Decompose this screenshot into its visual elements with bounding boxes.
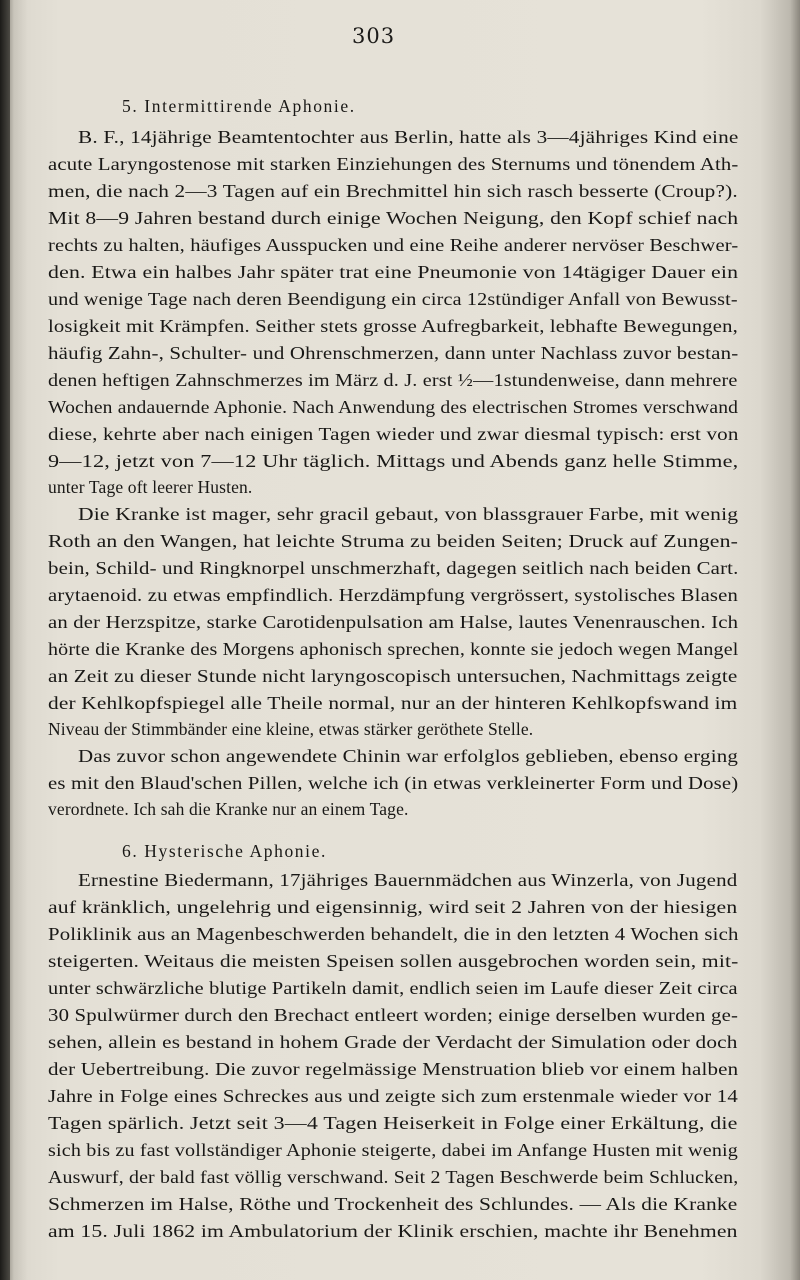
text-line: Schmerzen im Halse, Röthe und Trockenheit des Schlundes. — Als die Kranke: [48, 1194, 738, 1214]
text-line: unter schwärzliche blutige Partikeln damit, endlich seien im Laufe dieser Zeit circa: [48, 978, 738, 998]
text-line: acute Laryngostenose mit starken Einziehungen des Sternums und tönendem Ath-: [48, 154, 739, 174]
text-line: am 15. Juli 1862 im Ambulatorium der Klinik erschien, machte ihr Benehmen: [48, 1221, 738, 1241]
text-line: Ernestine Biedermann, 17jähriges Bauernmädchen aus Winzerla, von Jugend: [78, 870, 738, 890]
text-line: der Kehlkopfspiegel alle Theile normal, nur an der hinteren Kehlkopfswand im: [48, 693, 738, 713]
text-line: diese, kehrte aber nach einigen Tagen wieder und zwar diesmal typisch: erst von: [48, 424, 739, 444]
text-line: Poliklinik aus an Magenbeschwerden behandelt, die in den letzten 4 Wochen sich: [48, 924, 739, 944]
text-line: losigkeit mit Krämpfen. Seither stets grosse Aufregbarkeit, lebhafte Bewegungen,: [48, 316, 738, 336]
text-line: 30 Spulwürmer durch den Brechact entleert worden; einige derselben wurden ge-: [48, 1005, 739, 1025]
text-line: B. F., 14jährige Beamtentochter aus Berlin, hatte als 3—4jähriges Kind eine: [78, 127, 739, 147]
text-line: an der Herzspitze, starke Carotidenpulsation am Halse, lautes Venenrauschen. Ich: [48, 612, 739, 632]
text-line: Die Kranke ist mager, sehr gracil gebaut, von blassgrauer Farbe, mit wenig: [78, 504, 739, 524]
text-line: an Zeit zu dieser Stunde nicht laryngoscopisch untersuchen, Nachmittags zeigte: [48, 666, 738, 686]
text-line: Wochen andauernde Aphonie. Nach Anwendung des electrischen Stromes verschwand: [48, 397, 739, 417]
text-line: und wenige Tage nach deren Beendigung ein circa 12stündiger Anfall von Bewusst-: [48, 289, 738, 309]
text-line: sehen, allein es bestand in hohem Grade der Verdacht der Simulation oder doch: [48, 1032, 738, 1052]
section-heading: 6. Hysterische Aphonie.: [122, 841, 327, 861]
text-line: unter Tage oft leerer Husten.: [48, 477, 253, 497]
text-line: verordnete. Ich sah die Kranke nur an einem Tage.: [48, 799, 409, 819]
text-line: hörte die Kranke des Morgens aphonisch sprechen, konnte sie jedoch wegen Mangel: [48, 639, 739, 659]
text-line: Jahre in Folge eines Schreckes aus und zeigte sich zum erstenmale wieder vor 14: [48, 1086, 738, 1106]
text-line: men, die nach 2—3 Tagen auf ein Brechmittel hin sich rasch besserte (Croup?).: [48, 181, 738, 201]
text-line: denen heftigen Zahnschmerzes im März d. J. erst ½—1stundenweise, dann mehrere: [48, 370, 738, 390]
text-line: auf kränklich, ungelehrig und eigensinnig, wird seit 2 Jahren von der hiesigen: [48, 897, 738, 917]
text-line: sich bis zu fast vollständiger Aphonie steigerte, dabei im Anfange Husten mit wenig: [48, 1140, 739, 1160]
text-line: bein, Schild- und Ringknorpel unschmerzhaft, dagegen seitlich nach beiden Cart.: [48, 558, 739, 578]
text-line: es mit den Blaud'schen Pillen, welche ich (in etwas verkleinerter Form und Dose): [48, 773, 739, 793]
text-line: Niveau der Stimmbänder eine kleine, etwas stärker geröthete Stelle.: [48, 719, 534, 739]
text-line: Auswurf, der bald fast völlig verschwand. Seit 2 Tagen Beschwerde beim Schlucken,: [48, 1167, 739, 1187]
text-line: Roth an den Wangen, hat leichte Struma zu beiden Seiten; Druck auf Zungen-: [48, 531, 739, 551]
text-line: der Uebertreibung. Die zuvor regelmässige Menstruation blieb vor einem halben: [48, 1059, 739, 1079]
text-line: den. Etwa ein halbes Jahr später trat eine Pneumonie von 14tägiger Dauer ein: [48, 262, 739, 282]
text-line: Mit 8—9 Jahren bestand durch einige Wochen Neigung, den Kopf schief nach: [48, 208, 739, 228]
text-line: steigerten. Weitaus die meisten Speisen sollen ausgebrochen worden sein, mit-: [48, 951, 739, 971]
text-line: Tagen spärlich. Jetzt seit 3—4 Tagen Heiserkeit in Folge einer Erkältung, die: [48, 1113, 738, 1133]
section-heading: 5. Intermittirende Aphonie.: [122, 96, 356, 116]
text-line: rechts zu halten, häufiges Ausspucken und eine Reihe anderer nervöser Beschwer-: [48, 235, 739, 255]
text-line: arytaenoid. zu etwas empfindlich. Herzdämpfung vergrössert, systolisches Blasen: [48, 585, 739, 605]
text-line: Das zuvor schon angewendete Chinin war erfolglos geblieben, ebenso erging: [78, 746, 739, 766]
text-line: 9—12, jetzt von 7—12 Uhr täglich. Mittags und Abends ganz helle Stimme,: [48, 451, 739, 471]
text-line: häufig Zahn-, Schulter- und Ohrenschmerzen, dann unter Nachlass zuvor bestan-: [48, 343, 739, 363]
page-number: 303: [352, 24, 396, 48]
